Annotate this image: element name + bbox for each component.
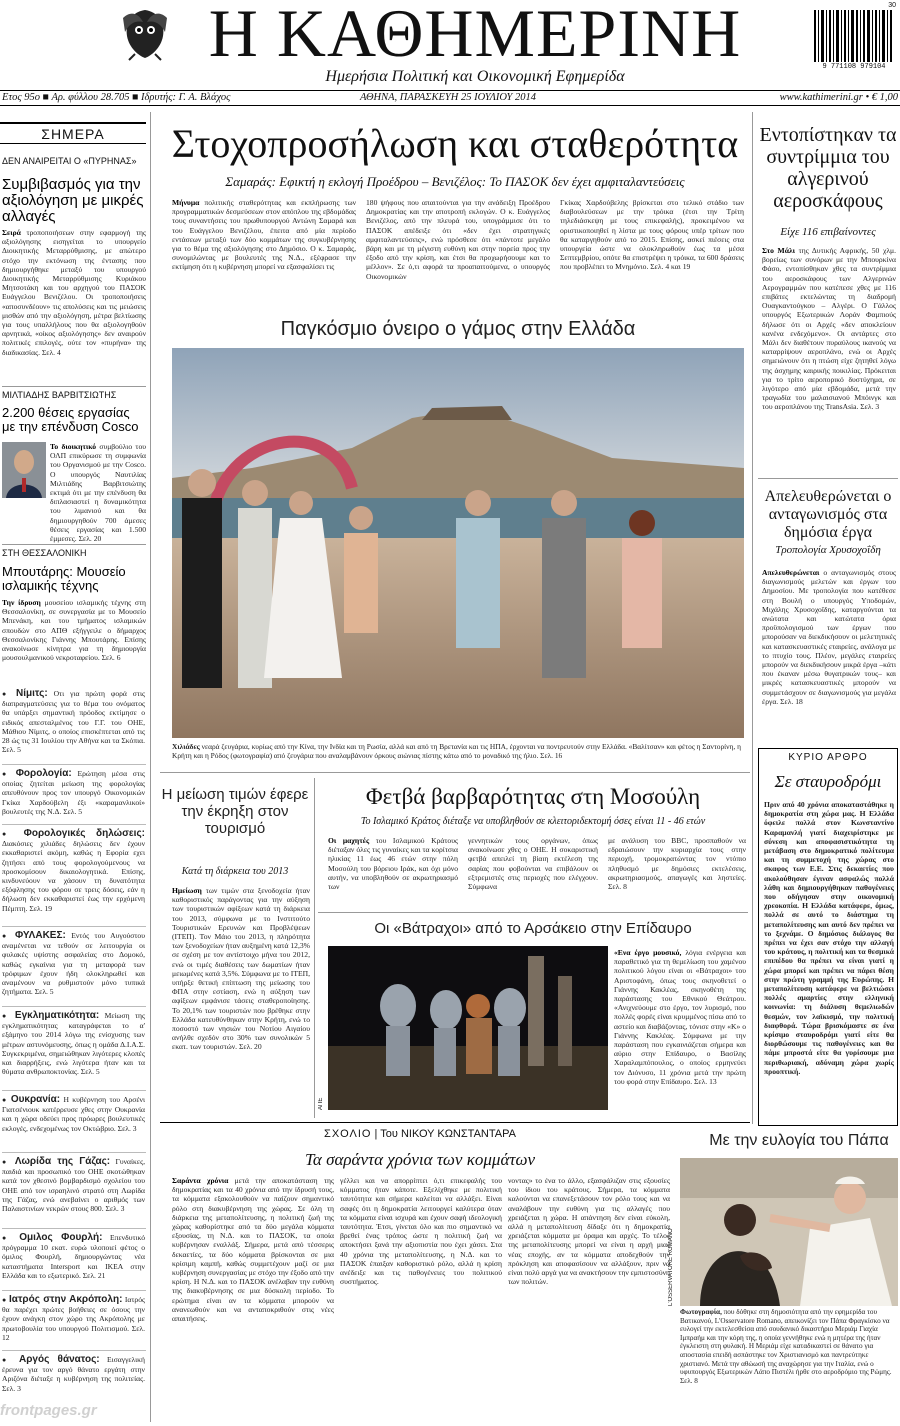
item1-headline: Συμβιβασμός για την αξιολόγηση με μικρές αλλαγές (2, 176, 144, 225)
news-brief-text: Μείωση της εγκληματικότητας καταγράφεται το α' εξάμηνο του 2014 λόγω της ενίσχυσης των μέτρων αστυνόμευσης, όπως η ομάδα Δ.Ι.Α.Σ. Συγκεκριμένα, σημειώθηκαν λιγότερες κλοπές και διαρρήξεις, ενώ λιγότερα ήταν και τα θύματα ανθρωποκτονίας. Σελ. 5 (2, 1011, 145, 1077)
news-brief-item (2, 688, 145, 764)
news-brief-text: Ιατρός θα παρέχει πρώτες βοήθειες σε όσους την έχουν ανάγκη στον χώρο της Ακρόπολης με πρωτοβουλία του υπουργού Πολιτισμού. Σελ. 12 (2, 1295, 145, 1342)
frogs-photo (328, 946, 608, 1110)
item2-text: Το διοικητικό συμβούλιο του ΟΛΠ επικύρωσε τη συμφωνία του Οργανισμού με την Cosco. Ο υπουργός Ναυτιλίας Μιλτιάδης Βαρβιτσιώτης εκτιμά ότι με την επένδυση θα διπλασιαστεί η δυναμικότητα του λιμανιού και θα δημιουργηθούν 700 άμεσες θέσεις εργασίας και 1.500 έμμεσες. Σελ. 20 (50, 442, 146, 544)
commentary-headline: Τα σαράντα χρόνια των κομμάτων (304, 1150, 536, 1169)
news-brief-text: Η κυβέρνηση του Αρσένι Γιατσένιουκ κατέρρευσε χθες στην Ουκρανία και η χώρα οδεύει προς πρόωρες βουλευτικές εκλογές, ενδεχομένως τον Οκτώβριο. Σελ. 3 (2, 1095, 145, 1133)
bullet-square-icon: ● (2, 1356, 19, 1364)
mosul-subhead: Το Ισλαμικό Κράτος διέταξε να υποβληθούν σε κλειτοριδεκτομή όσες είναι 11 - 46 ετών (360, 816, 706, 827)
news-brief-text: Επενδυτικό πρόγραμμα 10 εκατ. ευρώ υλοποιεί φέτος ο όμιλος Φουρλή, δημιουργώντας νέα καταστήματα Intersport και ΙΚΕΑ στην Ελλάδα και το εξωτερικό. Σελ. 21 (2, 1233, 145, 1280)
news-brief-text: Διακόσιες χιλιάδες δηλώσεις δεν έχουν εκκαθαριστεί ακόμη, καθώς η Εφορία εχει ζητήσει από τους φορολογούμενους να προσκομίσουν δικαιολογητικά. Επίσης, κινδυνεύουν να χάσουν τη δυνατότητα εξόφλησης του φόρου σε τρεις δόσεις, εάν η δήλωση δεν εκκαθαριστεί έως την ερχόμενη Πέμπτη. Σελ. 19 (2, 839, 145, 913)
commentary-byline: ΣΧΟΛΙΟ | Του ΝΙΚΟΥ ΚΩΝΣΤΑΝΤΑΡΑ (324, 1128, 516, 1140)
barcode-number: 9 771108 979104 (822, 63, 886, 71)
news-brief-item (2, 1354, 145, 1400)
left-column-divider (150, 112, 151, 1422)
barcode-lines (812, 10, 896, 62)
bullet-square-icon: ● (2, 1296, 10, 1304)
news-brief-title: Φορολογικές δηλώσεις: (23, 828, 145, 839)
issue-info: Ετος 95ο ■ Αρ. φύλλου 28.705 ■ Ιδρυτής: Γ. Α. Βλάχος (2, 92, 231, 103)
pope-caption: Φωτογραφία, που δόθηκε στη δημοσιότητα από την εφημερίδα του Βατικανού, L'Osservatore Romano, απεικονίζει τον Πάπα Φραγκίσκο να ευλογεί την εκτελεσθείσα από σουδανικό δικαστήριο Μεριάμ Γιαχία Ιμπραήμ και την κόρη της, η οποία γεννήθηκε ενώ η μητέρα της ήταν έγκλειστη στη φυλακή. Η Μεριάμ είχε καταδικαστεί σε θάνατο για αποστασία επειδή ασπάστηκε τον Χριστιανισμό και παντρεύτηκε χριστιανό. Μετά την αθώωσή της αναχώρησε για την Ιταλία, ενώ ο υφυπουργός Εξωτερικών Λάπο Πιστέλι ήρθε στο αεροδρόμιο της Ρώμης. Σελ. 8 (680, 1308, 892, 1385)
commentary-col3: νοντας» το ένα το άλλο, εξασφάλιζαν στις εξουσίες του ίδιου του κράτους. Σήμερα, τα κόμματα καλούνται να επανεξετάσουν τον ρόλο τους και να αναλάβουν την ευθύνη για τις αλλαγές που χρειάζεται η χώρα. Η απάντηση δεν είναι εύκολη, αλλά η μεταπολίτευση δίδαξε ότι η δημοκρατία χρειάζεται κόμματα με όραμα και αρχές. Το τέλος της μεταπολίτευσης μπορεί να είναι η αρχή μιας νέας εποχής, αν τα κόμματα αποδεχθούν την πρόκληση και αποφασίσουν να αλλάξουν, πριν να είναι πολύ αργά για να ανακτήσουν την εμπιστοσύνη των πολιτών. (508, 1176, 670, 1287)
news-brief-title: Νίμιτς: (16, 688, 48, 699)
news-brief-title: Ομιλος Φουρλή: (19, 1232, 103, 1243)
tourism-subhead: Κατά τη διάρκεια του 2013 (181, 866, 289, 877)
bullet-square-icon: ● (2, 1158, 15, 1166)
frogs-photo-credit: ΑΠΕ (318, 1097, 324, 1110)
commentary-author: Του ΝΙΚΟΥ ΚΩΝΣΤΑΝΤΑΡΑ (380, 1128, 516, 1140)
news-brief-text: Εντός του Αυγούστου αναμένεται να τεθούν σε λειτουργία οι φυλακές υψίστης ασφαλείας στο Δομοκό, καθώς εγκαίνια για τη μεταφορά των τρόφιμων έχουν ήδη ολοκληρωθεί και αναμένουν να ρυθμιστούν μόνο τυπικά ζητήματα. Σελ. 5 (2, 931, 145, 997)
bullet-square-icon: ● (2, 1234, 20, 1242)
item2-kicker: ΜΙΛΤΙΑΔΗΣ ΒΑΡΒΙΤΣΙΩΤΗΣ (2, 390, 117, 400)
plane-subhead: Είχε 116 επιβαίνοντες (780, 226, 876, 238)
bullet-square-icon: ● (2, 1012, 15, 1020)
website-price: www.kathimerini.gr • € 1,00 (779, 92, 898, 103)
works-text: Απελευθερώνεται ο ανταγωνισμός στους διαγωνισμούς μελετών και έργων του Δημοσίου. Με τροπολογία που κατέθεσε στη Βουλή ο υπουργός Υποδομών, Μιχάλης Χρυσοχοΐδης, καταργούνται τα ανώτατα και κατώτατα όρια προϋπολογισμού των έργων που μπορούσαν να διεκδικήσουν οι μελετητικές και κατασκευαστικές εταιρείες, ανάλογα με το πτυχίο τους. Πλέον, μεγάλες εταιρείες μπορούν να διεκδικήσουν μικρά έργα –κάτι που έκαναν μέσω θυγατρικών τους– και μικρές κατασκευαστικές μπορούν να συμμετάσχουν σε διαγωνισμούς για μεγάλα έργα. Σελ. 18 (762, 568, 896, 706)
frogs-headline: Οι «Βάτραχοι» από το Αρσάκειο στην Επίδαυρο (374, 920, 692, 937)
item3-headline: Μπουτάρης: Μουσείο ισλαμικής τέχνης (2, 564, 126, 593)
mosul-col2: γεννητικών τους οργάνων, όπως ανακοίνωσε χθες ο ΟΗΕ. Η σοκαριστική φετβά απειλεί τη βίαιη εκτέλεση της σαρίας που φοβούνται να επιβάλουν οι εξτρεμιστές στις περιοχές που ελέγχουν. Σύμφωνα (468, 836, 598, 892)
mosul-col3: με ανάλυση του BBC, προσπαθούν να εδραιώσουν την κυριαρχία τους στην περιοχή, τρομοκρατώντας τον ντόπιο πληθυσμό με δημόσιες εκτελέσεις, ακρωτηριασμούς, απαγωγές και ληστείες. Σελ. 8 (608, 836, 746, 892)
bullet-square-icon: ● (2, 932, 15, 940)
editorial-label: ΚΥΡΙΟ ΑΡΘΡΟ (788, 752, 868, 763)
mosul-headline: Φετβά βαρβαρότητας στη Μοσούλη (365, 784, 701, 809)
news-brief-item (2, 1010, 145, 1090)
editorial-headline: Σε σταυροδρόμι (774, 772, 882, 791)
news-brief-item (2, 768, 145, 824)
news-brief-item (2, 1156, 145, 1228)
commentary-label: ΣΧΟΛΙΟ (324, 1128, 372, 1140)
bullet-square-icon: ● (2, 690, 17, 698)
item3-text: Την ίδρυση μουσείου ισλαμικής τέχνης στη Θεσσαλονίκη, σε συνεργασία με το Μουσείο Μπενάκη, και του τμήματος ισλαμικών σπουδών στο ΑΠΘ εξήγγειλε ο δήμαρχος Θεσσαλονίκης Γιάννης Μπουτάρης. Επίσης ανακοίνωσε κίνητρα για τη δημιουργία μουσουλμανικού νεκροταφείου. Σελ. 6 (2, 598, 146, 663)
lead-col3: Γκίκας Χαρδούβελης βρίσκεται στο τελικό στάδιο των διαβουλεύσεων με την τρόικα (έτσι την Τρίτη τηλεδιάσκεψη με τους επικεφαλής), προκειμένου να οριστικοποιηθεί η λίστα με τους φόρους υπέρ τρίτων που θα καταργηθούν από το 2015. Επίσης, ασκεί πιέσεις στα υπουργεία ώστε να ολοκληρωθούν έως τα μέσα Σεπτεμβρίου, οπότε θα επιστρέψει η τρόικα, τα 600 δράσεις που προβλέπει το Μνημόνιο. Σελ. 4 και 19 (560, 198, 744, 272)
today-label: ΣΗΜΕΡΑ (0, 122, 146, 144)
news-brief-text: Οτι για πρώτη φορά στις διαπραγματεύσεις για το θέμα του ονόματος θα υπάρξει σημαντική πρόοδος εκτίμησε ο ειδικός απεσταλμένος του Γ.Γ. του ΟΗΕ, Μάθιου Νίμιτς, ο οποίος επισκέπτεται από τις 28 ώς τις 31 Ιουλίου την Αθήνα και τα Σκόπια. Σελ. 5 (2, 689, 145, 755)
news-brief-text: Ερώτηση μέσα στις οποίας ζητείται μείωση της φορολογίας απευθύνουν προς τον υπουργό Οικονομικών Γκίκα Χαρδούβελη έξι «καραμανλικοί» βουλευτές της Ν.Δ. Σελ. 5 (2, 769, 146, 816)
wedding-photo (172, 348, 744, 738)
masthead-title: Η ΚΑΘΗΜΕΡΙΝΗ (208, 0, 742, 71)
news-brief-title: Εγκληματικότητα: (14, 1010, 100, 1021)
commentary-col2: γέλλει και να απορρίπτει ό,τι επικεφαλής του κόμματος ήταν κάποτε. Εξελίχθηκε με πολιτική ταυτότητα και σήμερα καλείται να αλλάξει. Είναι σαφές ότι η δημοκρατία λειτουργεί καλύτερα όταν τα κόμματα είναι ισχυρά και έχουν σαφή ιδεολογική ταυτότητα. Έτσι, γίνεται όλο και πιο σημαντικό να βρεθεί ένας τρόπος ώστε η πολιτική ζωή να αποκτήσει ξανά την αξιοπιστία που έχει χάσει. Στα 40 χρόνια της μεταπολίτευσης, η Ν.Δ. και το ΠΑΣΟΚ έπαιξαν καθοριστικό ρόλο, αλλά η κρίση ανέδειξε και τις παθογένειες του πολιτικού συστήματος. (340, 1176, 502, 1287)
date-line: ΑΘΗΝΑ, ΠΑΡΑΣΚΕΥΗ 25 ΙΟΥΛΙΟΥ 2014 (360, 92, 537, 103)
plane-headline: Εντοπίστηκαν τα συντρίμμια του αλγερινού αεροσκάφους (759, 124, 897, 212)
bullet-square-icon: ● (2, 830, 24, 838)
wedding-caption: Χιλιάδες νεαρά ζευγάρια, κυρίως από την Κίνα, την Ινδία και τη Ρωσία, αλλά και από τη Βρετανία και τις ΗΠΑ, έρχονται να ποντρευτούν στην Ελλάδα. «Βαλίτσαν» και φέτος η Σαντορίνη, η Κρήτη και η Ρόδος (φωτογραφία) από ζευγάρια που αναλαμβάνουν όρκους αιώνιας πίστης κάτω από το μοναδικό της ήλιο. Σελ. 16 (172, 742, 741, 760)
barcode (810, 2, 898, 72)
mosul-col1: Οι μαχητές του Ισλαμικού Κράτους διέταξαν όλες τις γυναίκες και τα κορίτσια ηλικίας 11 έως 46 ετών στην πόλη Μοσούλη του βόρειου Ιράκ, και όχι μόνο αυτήν, να υποβληθούν σε ακρωτηριασμό των (328, 836, 458, 892)
news-brief-title: Αργός θάνατος: (18, 1354, 100, 1365)
item3-kicker: ΣΤΗ ΘΕΣΣΑΛΟΝΙΚΗ (2, 548, 87, 558)
news-brief-item (2, 828, 145, 926)
barcode-top-number: 30 (888, 2, 896, 9)
news-brief-title: Ουκρανία: (10, 1094, 61, 1105)
wedding-headline: Παγκόσμιο όνειρο ο γάμος στην Ελλάδα (280, 318, 636, 340)
lead-col2: 180 ψήφους που απαιτούνται για την ανάδειξη Προέδρου Δημοκρατίας και την αποτροπή εκλογών. Ο κ. Ευάγγελος Βενιζέλος, από την πλευρά του, υπογράμμισε ότι το ΠΑΣΟΚ απέδειξε ότι «δεν έχει στρατηγικές αμφιταλαντεύσεις», ενώ πρόσθεσε ότι «πάντοτε μεγάλο βάρη και με τη μέγιστη ευθύνη και στην πορεία προς την έξοδο από την κρίση, και έτσι θα προχωρήσουμε και το μέλλον». Σε ό,τι αφορά τα προαπαιτούμενα, ο υπουργός Οικονομικών (366, 198, 550, 281)
frogs-text: «Ενα έργο μουσικό, λόγια ενέργεια και παραθετικό για τη θεμελίωση του χαμένου πολιτικού λόγου είναι οι «Βάτραχοι» του Αριστοφάνη, όπως τους σκηνοθετεί ο Γιάννης Κακλέας, σκηνοθέτη της παράστασης του Εθνικού Θεάτρου. «Ανιχνεύουμε στο έργο, τον λυρισμό, που πολλές φορές είναι κρυμμένος πίσω από το αστείο και διαβάζοντας, τόνισε στην «Κ» ο Γιάννης Κακλέας. Σύμφωνα με την παράσταση που εγκαινιάζεται σήμερα και αύριο στην Επίδαυρο, ο Βασίλης Χαραλαμπόπουλος, ο οποίος ερμηνεύει τον Διόνυσο, 11 χρόνια μετά την πρώτη του φορά στην Επίδαυρο. Σελ. 13 (614, 948, 747, 1086)
item1-kicker: ΔΕΝ ΑΝΑΙΡΕΙΤΑΙ Ο «ΠΥΡΗΝΑΣ» (2, 156, 137, 166)
info-bar (0, 90, 900, 106)
news-brief-item (2, 1232, 145, 1290)
right-column-divider (752, 112, 753, 1124)
bullet-square-icon: ● (2, 770, 16, 778)
news-brief-text: Εισαγγελική έρευνα για τον αργό θάνατο εργάτη στην Αριζόνα διέταξε η κυβέρνηση της πολιτείας. Σελ. 3 (2, 1355, 145, 1393)
news-brief-title: Φορολογία: (15, 768, 72, 779)
item2-headline: 2.200 θέσεις εργασίας με την επένδυση Cosco (2, 405, 139, 434)
lead-col1: Μήνυμα πολιτικής σταθερότητας και εκπλήρωσης των προγραμματικών δεσμεύσεων στον απόπλου της εβδομάδας τους συναντήσεις του πρωθυπουργού Αντώνη Σαμαρά και του Ευάγγελου Βενιζέλου, έπειτα από μία περίοδο εντάσεων μεταξύ των δύο κομμάτων της συγκυβέρνησης για το θέμα της αξιολόγησης στο Δημόσιο. Ο κ. Σαμαράς, συνομιλώντας με βουλευτές της Ν.Δ., εξέφρασε την εκτίμηση ότι η κυβέρνηση μπορεί να εξασφαλίσει τις (172, 198, 356, 272)
works-subhead: Τροπολογία Χρυσοχοΐδη (775, 544, 881, 556)
lead-subhead: Σαμαράς: Εφικτή η εκλογή Προέδρου – Βενιζέλος: Το ΠΑΣΟΚ δεν έχει αμφιταλαντεύσεις (225, 174, 685, 189)
lead-headline: Στοχοπροσήλωση και σταθερότητα (171, 121, 739, 166)
news-brief-title: ΦΥΛΑΚΕΣ: (14, 930, 66, 941)
watermark: frontpages.gr (0, 1402, 97, 1419)
news-brief-item (2, 930, 145, 1006)
plane-text: Στο Μάλι της Δυτικής Αφρικής, 50 χλμ. βορείως των συνόρων με την Μπουρκίνα Φάσο, εντοπίσθηκαν χθες τα συντρίμμια του αεροσκάφους των Αλγερινών Αερογραμμών που κατέπεσε χθες με 116 επιβάτες εκτελώντας τη διαδρομή Ουαγκαντούγκου – Αλγέρι. Ο Γάλλος υπουργός Εξωτερικών Λοράν Φαμπιούς δήλωσε ότι οι Αρχές «δεν αποκλείουν κανένα ενδεχόμενο». Οι αντάρτες στο Μάλι δεν διαθέτουν πυραύλους ικανούς να καταρρίψουν αεροπλάνο, ενώ οι Αρχές σημειώνουν ότι η πτώση είχε ζητηθεί λόγω της άσχημης καιρικής ποικιλίας. Πρόκειται για το τρίτο αεροπορικό δυστύχημα, σε λιγότερο από μία εβδομάδα, μετά την τραγωδία του μαλαισιανού Μπόινγκ και του αεροπλάνου της TransAsia. Σελ. 3 (762, 246, 896, 412)
works-headline: Απελευθερώνεται ο ανταγωνισμός στα δημόσια έργα (764, 488, 892, 541)
news-brief-item (2, 1094, 145, 1152)
tourism-headline: Η μείωση τιμών έφερε την έκρηξη στον τουρισμό (161, 786, 309, 837)
news-brief-text: Γυναίκες, παιδιά και προσωπικό του ΟΗΕ σκοτώθηκαν κατά τον χθεσινό βομβαρδισμό σχολείου του ΟΗΕ από τον ισραηλινό στρατό στη Λωρίδα της Γάζας, ενώ ανεβαίνει ο αριθμός των Παλαιστινίων νεκρών στους 800. Σελ. 3 (2, 1157, 145, 1214)
masthead-subtitle: Ημερήσια Πολιτική και Οικονομική Εφημερίδα (325, 68, 625, 85)
editorial-text: Πριν από 40 χρόνια αποκαταστάθηκε η δημοκρατία στη χώρα μας. Η Ελλάδα όφειλε πολλά στον Κωνσταντίνο Καραμανλή γιατί διαχειρίστηκε με σύνεση και αποφασιστικότητα τη μετάβαση στο δημοκρατικό πολίτευμα και τη συμμετοχή της χώρας στο σκαφος των Ε.Ε. Στις δεκαετίες που ακολούθησαν έγιναν ασφαλώς πολλά λάθη και δημιουργήθηκαν παθογένειες που οδήγησαν στην οικονομική χρεοκοπία. Η Ελλάδα κατάφερε, όμως, πολλά σε αυτό το διάστημα τη μεταπολίτευσης και αυτό δεν πρέπει να το ξεχνάμε. Ο δημόσιος διάλογος θα πρέπει να έχει σαν στόχο την αλλαγή του κράτους, η πολιτική και τα θεσμικά επιπέδου θα πρέπει να είναι γιατί η χώρα μπορεί και πρέπει να πάρει θέση στην πρώτη γραμμή της Ευρώπης. Η μεταπολίτευση κατάφερε να βελτιώσει πολλές αμαρτίες στην ελληνική κοινωνία: τη διάλυση θεμελιωδών θεσμών, τον λαϊκισμό, την πολιτική διαφθορά. Τώρα βρισκόμαστε σε ένα κρίσιμο σταυροδρόμι γιατί είτε θα διορθώσουμε τις παθογένειες και θα πάμε μπροστά είτε θα γυρίσουμε μια περιθωριακή, αδύναμη χώρα χωρίς προοπτική. (764, 800, 894, 1076)
pope-headline: Με την ευλογία του Πάπα (709, 1132, 889, 1149)
news-brief-title: Λωρίδα της Γάζας: (14, 1156, 111, 1167)
news-brief-title: Ιατρός στην Ακρόπολη: (9, 1294, 123, 1305)
bullet-square-icon: ● (2, 1096, 11, 1104)
owl-logo (115, 4, 175, 62)
tourism-text: Ημείωση των τιμών στα ξενοδοχεία ήταν καθοριστικός παράγοντας για την αύξηση των τουριστικών αφίξεων κατά τη διάρκεια του 2013, σύμφωνα με το Ινστιτούτο Τουριστικών Ερευνών και Προβλέψεων (ΙΤΕΠ). Τον Μάιο του 2013, η πληρότητα των ξενοδοχείων ήταν αυξημένη κατά 12,3% σε σχέση με τον αντίστοιχο μήνα του 2012, ενώ οι τιμές διαθέσεις των δωματίων ήταν μειωμένες κατά 3,5%. Σύμφωνα με το ΙΤΕΠ, υπήρξε θετική επίπτωση της μείωσης του ΦΠΑ στην εστίαση, ενώ η αύξηση των αφίξεων εμφάνισε τάσεις σταθεροποίησης. Το 20,1% των τουριστών που βρέθηκε στην Ελλάδα κατευθύνθηκαν στην Κρήτη, ενώ το ποσοστό των νησιών του Νοτίου Αιγαίου ανήλθε σχεδόν στο 30% των συνολικών 5 εκατ. των τουριστών. Σελ. 20 (172, 886, 310, 1052)
pope-photo (680, 1158, 898, 1306)
item1-text: Σειρά τροποποιήσεων στην εφαρμογή της αξιολόγησης εισηγείται το υπουργείο Διοικητικής Μεταρρύθμισης, με απώτερο στόχο την εκτόνωση της έντασης που δημιουργήθηκε μεταξύ του υπουργού Διοικητικής Μεταρρύθμισης Κυριάκου Μητσοτάκη και του αρχηγού του ΠΑΣΟΚ Ευάγγελου Βενιζέλου. Οι τροποποιήσεις «αποσυνδέουν» τις απολύσεις και τις μειώσεις μισθών από την αξιολόγηση, μέτρα βελτίωσης για τους υπαλλήλους που θα αξιολογηθούν αρνητικά, «οίκος αξιολόγησης» δεν αναιρούν πολιτικές επιλογές, ούτε τον «πυρήνα» της διαδικασίας. Σελ. 4 (2, 228, 146, 357)
pope-photo-credit: L'OSSERVATORE ROMANO (668, 1228, 674, 1306)
minister-photo (2, 442, 46, 498)
commentary-col1: Σαράντα χρόνια μετά την αποκατάσταση της δημοκρατίας και τα 40 χρόνια από την ίδρυσή τους, τα κόμματα εξακολουθούν να παίζουν σημαντικό ρόλο στη διακυβέρνηση της χώρας. Σε όλη τη διάρκεια της μεταπολίτευσης, η πολιτική ζωή της χώρας καθορίστηκε από τα δύο μεγάλα κόμματα εξουσίας, τη Ν.Δ. και το ΠΑΣΟΚ, τα οποία κυβέρνησαν εναλλάξ. Σήμερα, μετά από τέσσερις δεκαετίες, τα δύο κόμματα βρίσκονται σε μια κρίσιμη καμπή, καθώς συμμετέχουν μαζί σε μια κυβέρνηση συνεργασίας με στόχο την έξοδο από την κρίση. Η Ν.Δ. και το ΠΑΣΟΚ ανέλαβαν την ευθύνη της διακυβέρνησης σε μια δύσκολη περίοδο. Το ερώτημα είναι αν τα κόμματα μπορούν να ανανεωθούν και να ανταποκριθούν στις νέες απαιτήσεις. (172, 1176, 335, 1324)
news-brief-item (2, 1294, 145, 1350)
